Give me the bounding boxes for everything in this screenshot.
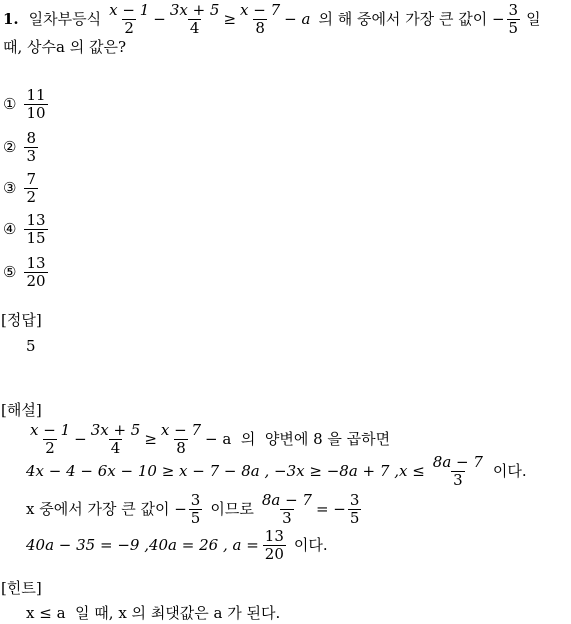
question-end-text: 일 [526, 9, 541, 28]
solution-line-2: 4x − 4 − 6x − 10 ≥ x − 7 − 8a , −3x ≥ −8a + 7 ,x ≤ $\frac{8a - 7}{3}$ 이다. [26, 452, 527, 489]
question-line-1 [3, 0, 541, 38]
choice-2[interactable]: ② $\frac{8}{3}$ [3, 129, 36, 165]
solution-line-1: $\frac{x - 1}{2}$ − $\frac{3x + 5}{4}$ ≥ $\frac{x - 7}{8}$ − a 의 양변에 8 을 곱하면 [30, 420, 391, 457]
answer-heading: [정답] [1, 311, 42, 329]
choice-4[interactable]: ④ $\frac{13}{15}$ [3, 211, 46, 247]
ineq-frac-3: $\frac{x - 7}{8}$ [240, 0, 281, 37]
solution-heading: [해설] [1, 401, 42, 419]
ineq-tail: − a [284, 9, 311, 28]
choice-1[interactable]: ① $\frac{11}{10}$ [3, 86, 46, 122]
question-mid-text: 의 해 중에서 가장 큰 값이 − [318, 9, 505, 28]
choice-3[interactable]: ③ $\frac{7}{2}$ [3, 170, 36, 206]
answer-value: 5 [26, 337, 36, 355]
question-number: 1. [3, 9, 19, 28]
ineq-relation: ≥ [223, 9, 237, 28]
solution-line-4: 40a − 35 = −9 ,40a = 26 , a = $\frac{13}{20}$ 이다. [26, 526, 328, 563]
ineq-op: − [153, 9, 166, 28]
max-value-frac: $\frac{3}{5}$ [508, 0, 519, 37]
choice-5[interactable]: ⑤ $\frac{13}{20}$ [3, 254, 46, 290]
question-prefix: 일차부등식 [28, 9, 102, 28]
hint-text: x ≤ a 일 때, x 의 최댓값은 a 가 된다. [26, 604, 281, 622]
hint-heading: [힌트] [1, 579, 42, 597]
solution-line-3: x 중에서 가장 큰 값이 − $\frac{3}{5}$ 이므로 $\frac{8a - 7}{3}$ = − $\frac{3}{5}$ [26, 490, 360, 527]
ineq-frac-2: $\frac{3x + 5}{4}$ [169, 0, 220, 37]
question-line-2: 때, 상수a 의 값은? [3, 38, 126, 56]
ineq-frac-1: $\frac{x - 1}{2}$ [109, 0, 150, 37]
